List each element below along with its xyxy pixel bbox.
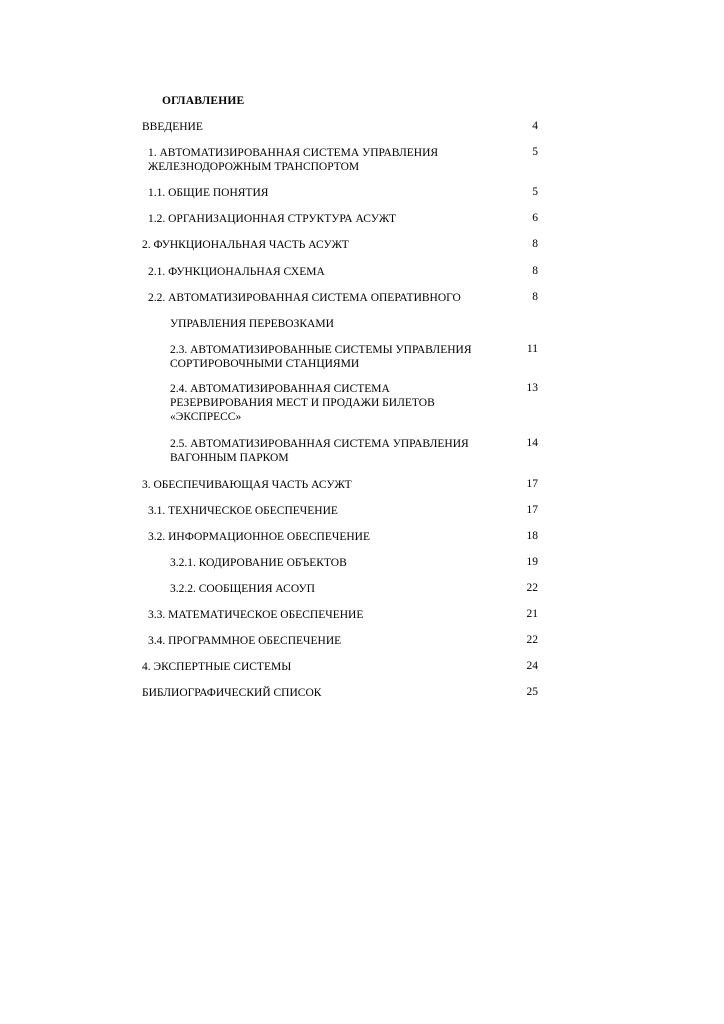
toc-entry-text <box>148 146 438 174</box>
toc-page-number: 24 <box>526 660 538 672</box>
toc-page-number: 21 <box>526 608 538 620</box>
toc-entry-line: БИБЛИОГРАФИЧЕСКИЙ СПИСОК <box>142 687 322 699</box>
toc-entry-line: 3.2. ИНФОРМАЦИОННОЕ ОБЕСПЕЧЕНИЕ <box>148 531 370 543</box>
toc-entry-line: 1. АВТОМАТИЗИРОВАННАЯ СИСТЕМА УПРАВЛЕНИЯ <box>148 147 439 159</box>
toc-entry-text <box>142 478 352 492</box>
toc-page-number: 22 <box>526 582 538 594</box>
toc-page-number: 8 <box>532 291 538 303</box>
toc-entry-line: 3.4. ПРОГРАММНОЕ ОБЕСПЕЧЕНИЕ <box>148 635 342 647</box>
toc-page-number: 4 <box>532 120 538 132</box>
toc-entry-text <box>142 686 321 700</box>
toc-entry-text <box>148 265 325 279</box>
toc-entry-text <box>170 437 469 465</box>
toc-entry-line: 2.2. АВТОМАТИЗИРОВАННАЯ СИСТЕМА ОПЕРАТИВНОГО <box>148 292 461 304</box>
toc-entry-text <box>148 212 396 226</box>
toc-entry-line: «ЭКСПРЕСС» <box>170 411 242 423</box>
toc-entry-line: РЕЗЕРВИРОВАНИЯ МЕСТ И ПРОДАЖИ БИЛЕТОВ <box>170 397 435 409</box>
toc-entry-line: 3.1. ТЕХНИЧЕСКОЕ ОБЕСПЕЧЕНИЕ <box>148 505 338 517</box>
toc-entry-text <box>170 582 315 596</box>
toc-page-number: 13 <box>526 382 538 394</box>
toc-entry-line: СОРТИРОВОЧНЫМИ СТАНЦИЯМИ <box>170 358 360 370</box>
toc-entry-text <box>148 186 268 200</box>
toc-page-number: 19 <box>526 556 538 568</box>
toc-page-number: 25 <box>526 686 538 698</box>
toc-entry-line: 3. ОБЕСПЕЧИВАЮЩАЯ ЧАСТЬ АСУЖТ <box>142 479 352 491</box>
toc-entry-line: 2. ФУНКЦИОНАЛЬНАЯ ЧАСТЬ АСУЖТ <box>142 239 349 251</box>
toc-entry-text <box>148 608 363 622</box>
toc-entry-text <box>148 530 370 544</box>
toc-entry-text <box>170 382 435 424</box>
toc-entry-text <box>170 317 334 331</box>
toc-page-number: 5 <box>532 186 538 198</box>
toc-entry-line: 2.3. АВТОМАТИЗИРОВАННЫЕ СИСТЕМЫ УПРАВЛЕНИЯ <box>170 344 472 356</box>
toc-title: ОГЛАВЛЕНИЕ <box>162 95 245 107</box>
toc-entry-line: 1.2. ОРГАНИЗАЦИОННАЯ СТРУКТУРА АСУЖТ <box>148 213 396 225</box>
toc-page-number: 17 <box>526 504 538 516</box>
toc-page-number: 6 <box>532 212 538 224</box>
toc-entry-line: ВАГОННЫМ ПАРКОМ <box>170 452 289 464</box>
toc-entry-line: 2.4. АВТОМАТИЗИРОВАННАЯ СИСТЕМА <box>170 383 390 395</box>
toc-entry-line: 3.2.2. СООБЩЕНИЯ АСОУП <box>170 583 315 595</box>
toc-entry-line: 3.2.1. КОДИРОВАНИЕ ОБЪЕКТОВ <box>170 557 347 569</box>
toc-page-number: 11 <box>526 343 538 355</box>
toc-entry-line: ВВЕДЕНИЕ <box>142 121 203 133</box>
toc-entry-line: УПРАВЛЕНИЯ ПЕРЕВОЗКАМИ <box>170 318 334 330</box>
toc-page-number: 14 <box>526 437 538 449</box>
toc-entry-line: 2.5. АВТОМАТИЗИРОВАННАЯ СИСТЕМА УПРАВЛЕНИЯ <box>170 438 469 450</box>
toc-page-number: 22 <box>526 634 538 646</box>
toc-entry-text <box>142 238 349 252</box>
toc-entry-text <box>142 120 203 134</box>
toc-page-number: 8 <box>532 238 538 250</box>
toc-entry-text <box>142 660 291 674</box>
toc-entry-line: 4. ЭКСПЕРТНЫЕ СИСТЕМЫ <box>142 661 292 673</box>
toc-entry-line: ЖЕЛЕЗНОДОРОЖНЫМ ТРАНСПОРТОМ <box>148 161 360 173</box>
toc-entry-line: 2.1. ФУНКЦИОНАЛЬНАЯ СХЕМА <box>148 266 325 278</box>
toc-page-number: 8 <box>532 265 538 277</box>
toc-page-number: 17 <box>526 478 538 490</box>
toc-page-number: 18 <box>526 530 538 542</box>
toc-entry-line: 3.3. МАТЕМАТИЧЕСКОЕ ОБЕСПЕЧЕНИЕ <box>148 609 364 621</box>
toc-page-number: 5 <box>532 146 538 158</box>
toc-entry-text <box>148 504 338 518</box>
toc-entry-line: 1.1. ОБЩИЕ ПОНЯТИЯ <box>148 187 269 199</box>
toc-entry-text <box>170 343 472 371</box>
toc-entry-text <box>170 556 347 570</box>
toc-entry-text <box>148 291 461 305</box>
toc-entry-text <box>148 634 341 648</box>
